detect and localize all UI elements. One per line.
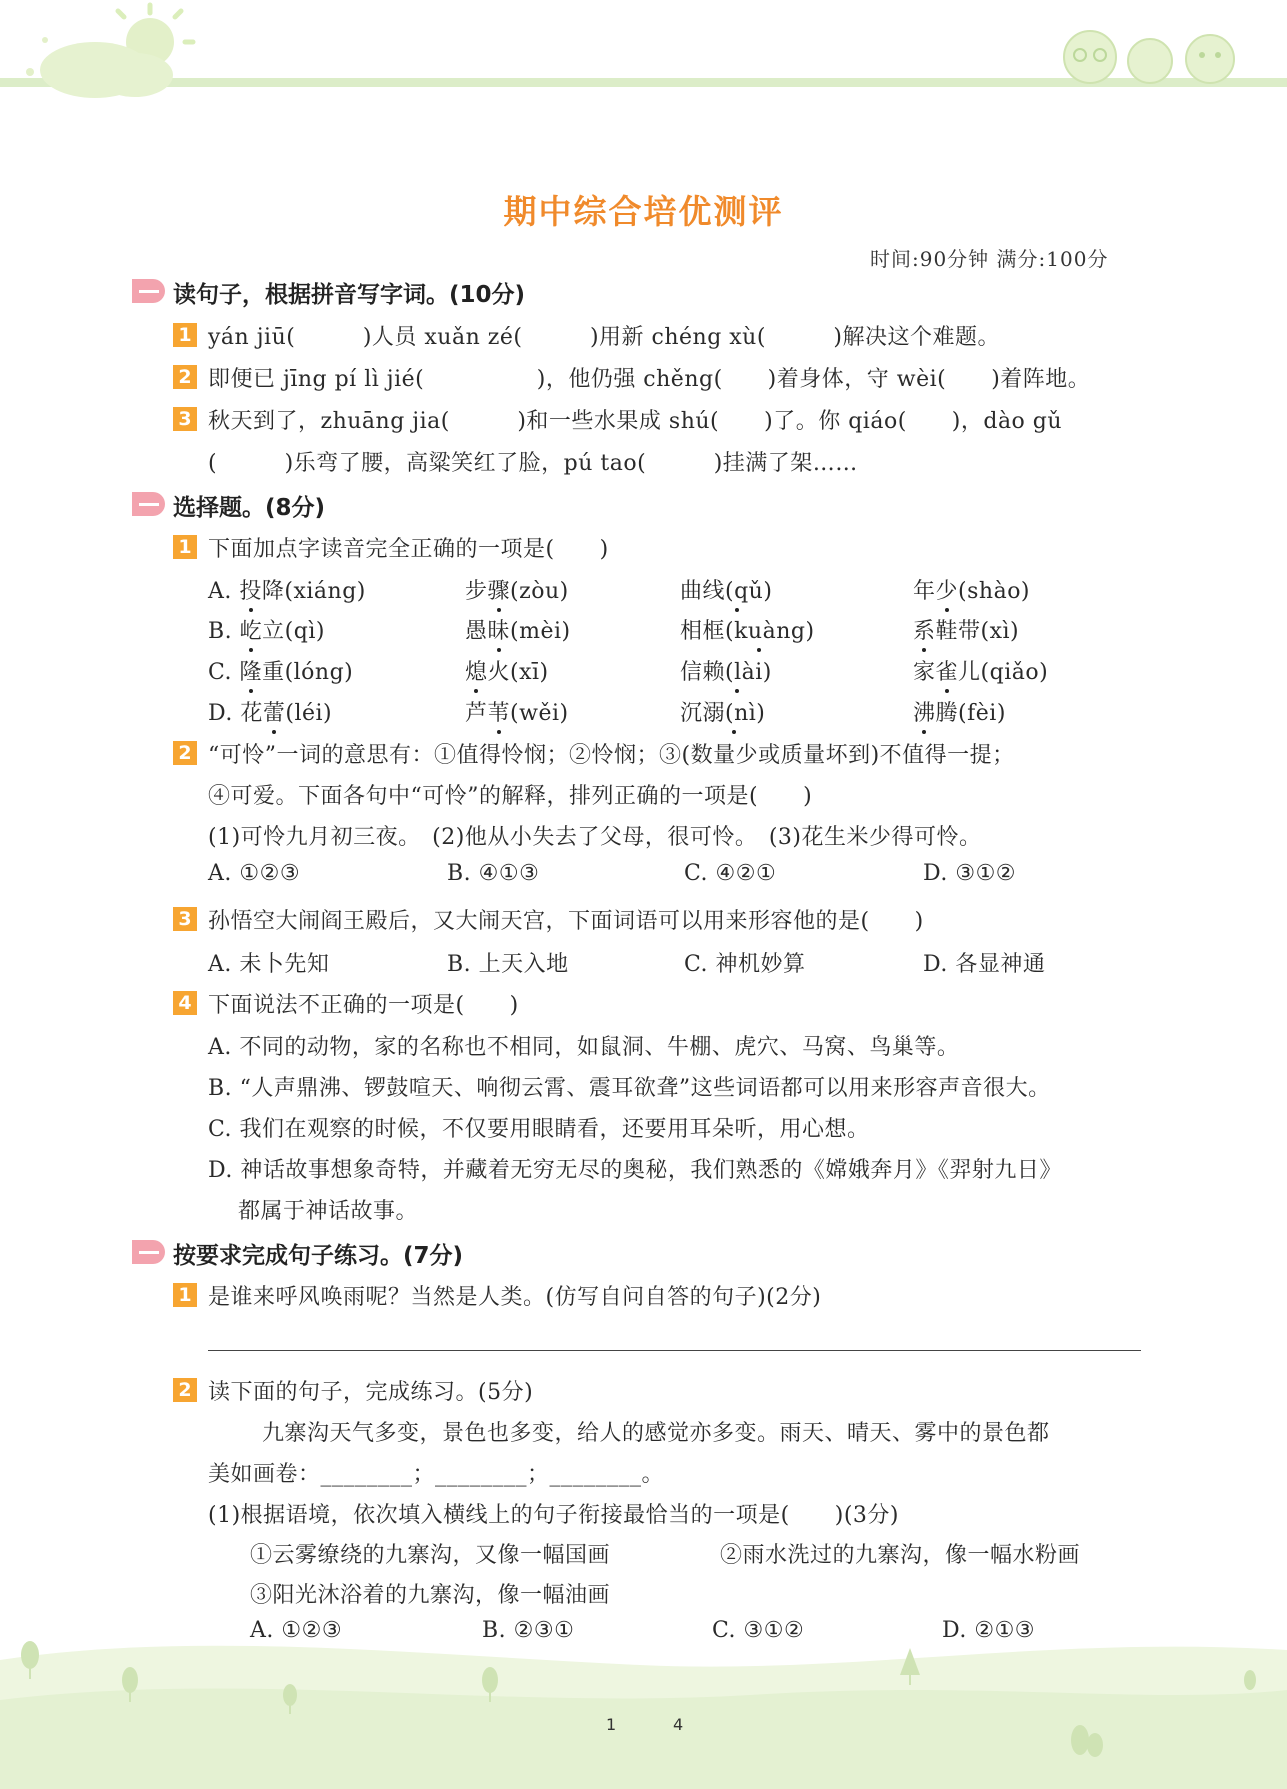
section-title-3: 按要求完成句子练习。(7分) (173, 1243, 464, 1269)
page-number-left: 1 (606, 1715, 617, 1734)
question-number-4: 4 (173, 991, 197, 1015)
s3-q2-sub1: (1)根据语境，依次填入横线上的句子衔接最恰当的一项是( )(3分) (208, 1503, 899, 1528)
question-number-1: 1 (173, 535, 197, 559)
s3-q2-option-c: C. ③①② (712, 1618, 805, 1643)
s2-q1-option-a-3: 曲线(qǔ) (680, 579, 773, 604)
question-number-2: 2 (173, 1378, 197, 1402)
s2-q1-option-b: B. 屹立(qì) (208, 619, 325, 644)
s2-q3-option-c: C. 神机妙算 (684, 952, 806, 977)
s2-q4-option-b: B. “人声鼎沸、锣鼓喧天、响彻云霄、震耳欲聋”这些词语都可以用来形容声音很大。 (208, 1076, 1051, 1101)
s1-question-3-line2: ( )乐弯了腰，高粱笑红了脸，pú tao( )挂满了架…… (208, 451, 858, 476)
s2-q2-option-c: C. ④②① (684, 861, 777, 886)
section-badge-3 (132, 1240, 165, 1264)
s2-q2-option-a: A. ①②③ (208, 861, 301, 886)
s2-q4-option-d-line2: 都属于神话故事。 (238, 1199, 419, 1224)
s3-q2-passage-line2: 美如画卷：________；________；________。 (208, 1462, 665, 1487)
s2-q1-option-d: D. 花蕾(léi) (208, 701, 333, 726)
s3-q2-passage-line1: 九寨沟天气多变，景色也多变，给人的感觉亦多变。雨天、晴天、雾中的景色都 (262, 1421, 1050, 1446)
s1-question-1: yán jiū( )人员 xuǎn zé( )用新 chéng xù( )解决这个难题。 (208, 325, 1001, 350)
s2-q4-stem: 下面说法不正确的一项是( ) (208, 993, 519, 1018)
s2-q1-option-c: C. 隆重(lóng) (208, 660, 354, 685)
s2-q1-option-d-2: 芦苇(wěi) (465, 701, 569, 726)
s3-q2-option-a: A. ①②③ (250, 1618, 343, 1643)
sun-cloud-icon (0, 0, 220, 110)
question-number-1: 1 (173, 323, 197, 347)
s3-q2-option-b: B. ②③① (482, 1618, 575, 1643)
s2-q3-stem: 孙悟空大闹阎王殿后，又大闹天宫，下面词语可以用来形容他的是( ) (208, 909, 924, 934)
s1-question-2: 即便已 jīng pí lì jié( )，他仍强 chěng( )着身体，守 wèi( )着阵地。 (208, 367, 1091, 392)
section-title-2: 选择题。(8分) (173, 495, 326, 521)
s2-q1-option-d-4: 沸腾(fèi) (913, 701, 1006, 726)
s3-q2-stem: 读下面的句子，完成练习。(5分) (208, 1380, 534, 1405)
question-number-3: 3 (173, 407, 197, 431)
s2-q1-option-b-4: 系鞋带(xì) (913, 619, 1020, 644)
s2-q1-option-c-3: 信赖(lài) (680, 660, 772, 685)
question-number-2: 2 (173, 365, 197, 389)
s2-q1-option-a-2: 步骤(zòu) (465, 579, 569, 604)
s2-q1-stem: 下面加点字读音完全正确的一项是( ) (208, 537, 609, 562)
s2-q1-option-c-2: 熄火(xī) (465, 660, 549, 685)
question-number-2: 2 (173, 741, 197, 765)
s3-q2-option-d: D. ②①③ (942, 1618, 1036, 1643)
s2-q4-option-c: C. 我们在观察的时候，不仅要用眼睛看，还要用耳朵听，用心想。 (208, 1117, 870, 1142)
s2-q3-option-b: B. 上天入地 (447, 952, 569, 977)
s2-q4-option-a: A. 不同的动物，家的名称也不相同，如鼠洞、牛棚、虎穴、马窝、鸟巢等。 (208, 1035, 960, 1060)
page-number-right: 4 (673, 1715, 684, 1734)
s3-q1: 是谁来呼风唤雨呢？当然是人类。(仿写自问自答的句子)(2分) (208, 1285, 822, 1310)
footer-landscape (0, 1620, 1287, 1789)
s2-q2-option-d: D. ③①② (923, 861, 1017, 886)
s2-q2-line3: (1)可怜九月初三夜。 (2)他从小失去了父母，很可怜。 (3)花生米少得可怜。 (208, 825, 982, 850)
s2-q2-option-b: B. ④①③ (447, 861, 540, 886)
s1-question-3-line1: 秋天到了，zhuāng jia( )和一些水果成 shú( )了。你 qiáo( )，dào gǔ (208, 409, 1063, 434)
answer-line[interactable] (208, 1350, 1141, 1351)
s2-q2-line1: “可怜”一词的意思有：①值得怜悯；②怜悯；③(数量少或质量坏到)不值得一提； (208, 743, 1015, 768)
s2-q1-option-a-4: 年少(shào) (913, 579, 1031, 604)
s2-q1-option-a: A. 投降(xiáng) (208, 579, 366, 604)
s2-q1-option-b-2: 愚昧(mèi) (465, 619, 571, 644)
question-number-3: 3 (173, 907, 197, 931)
page-title: 期中综合培优测评 (503, 192, 784, 231)
s2-q1-option-c-4: 家雀儿(qiǎo) (913, 660, 1049, 685)
s3-q2-choice-1: ①云雾缭绕的九寨沟，又像一幅国画 (250, 1543, 611, 1568)
section-title-1: 读句子，根据拼音写字词。(10分) (173, 282, 526, 308)
animal-faces-icon (1050, 15, 1250, 90)
time-score-info: 时间:90分钟 满分:100分 (870, 247, 1109, 271)
s2-q1-option-d-3: 沉溺(nì) (680, 701, 766, 726)
s3-q2-choice-2: ②雨水洗过的九寨沟，像一幅水粉画 (720, 1543, 1081, 1568)
s3-q2-choice-3: ③阳光沐浴着的九寨沟，像一幅油画 (250, 1583, 611, 1608)
s2-q2-line2: ④可爱。下面各句中“可怜”的解释，排列正确的一项是( ) (208, 784, 813, 809)
s2-q3-option-d: D. 各显神通 (923, 952, 1046, 977)
section-badge-1 (132, 279, 165, 303)
question-number-1: 1 (173, 1283, 197, 1307)
s2-q3-option-a: A. 未卜先知 (208, 952, 330, 977)
section-badge-2 (132, 492, 165, 516)
s2-q1-option-b-3: 相框(kuàng) (680, 619, 815, 644)
s2-q4-option-d-line1: D. 神话故事想象奇特，并藏着无穷无尽的奥秘，我们熟悉的《嫦娥奔月》《羿射九日》 (208, 1158, 1062, 1183)
